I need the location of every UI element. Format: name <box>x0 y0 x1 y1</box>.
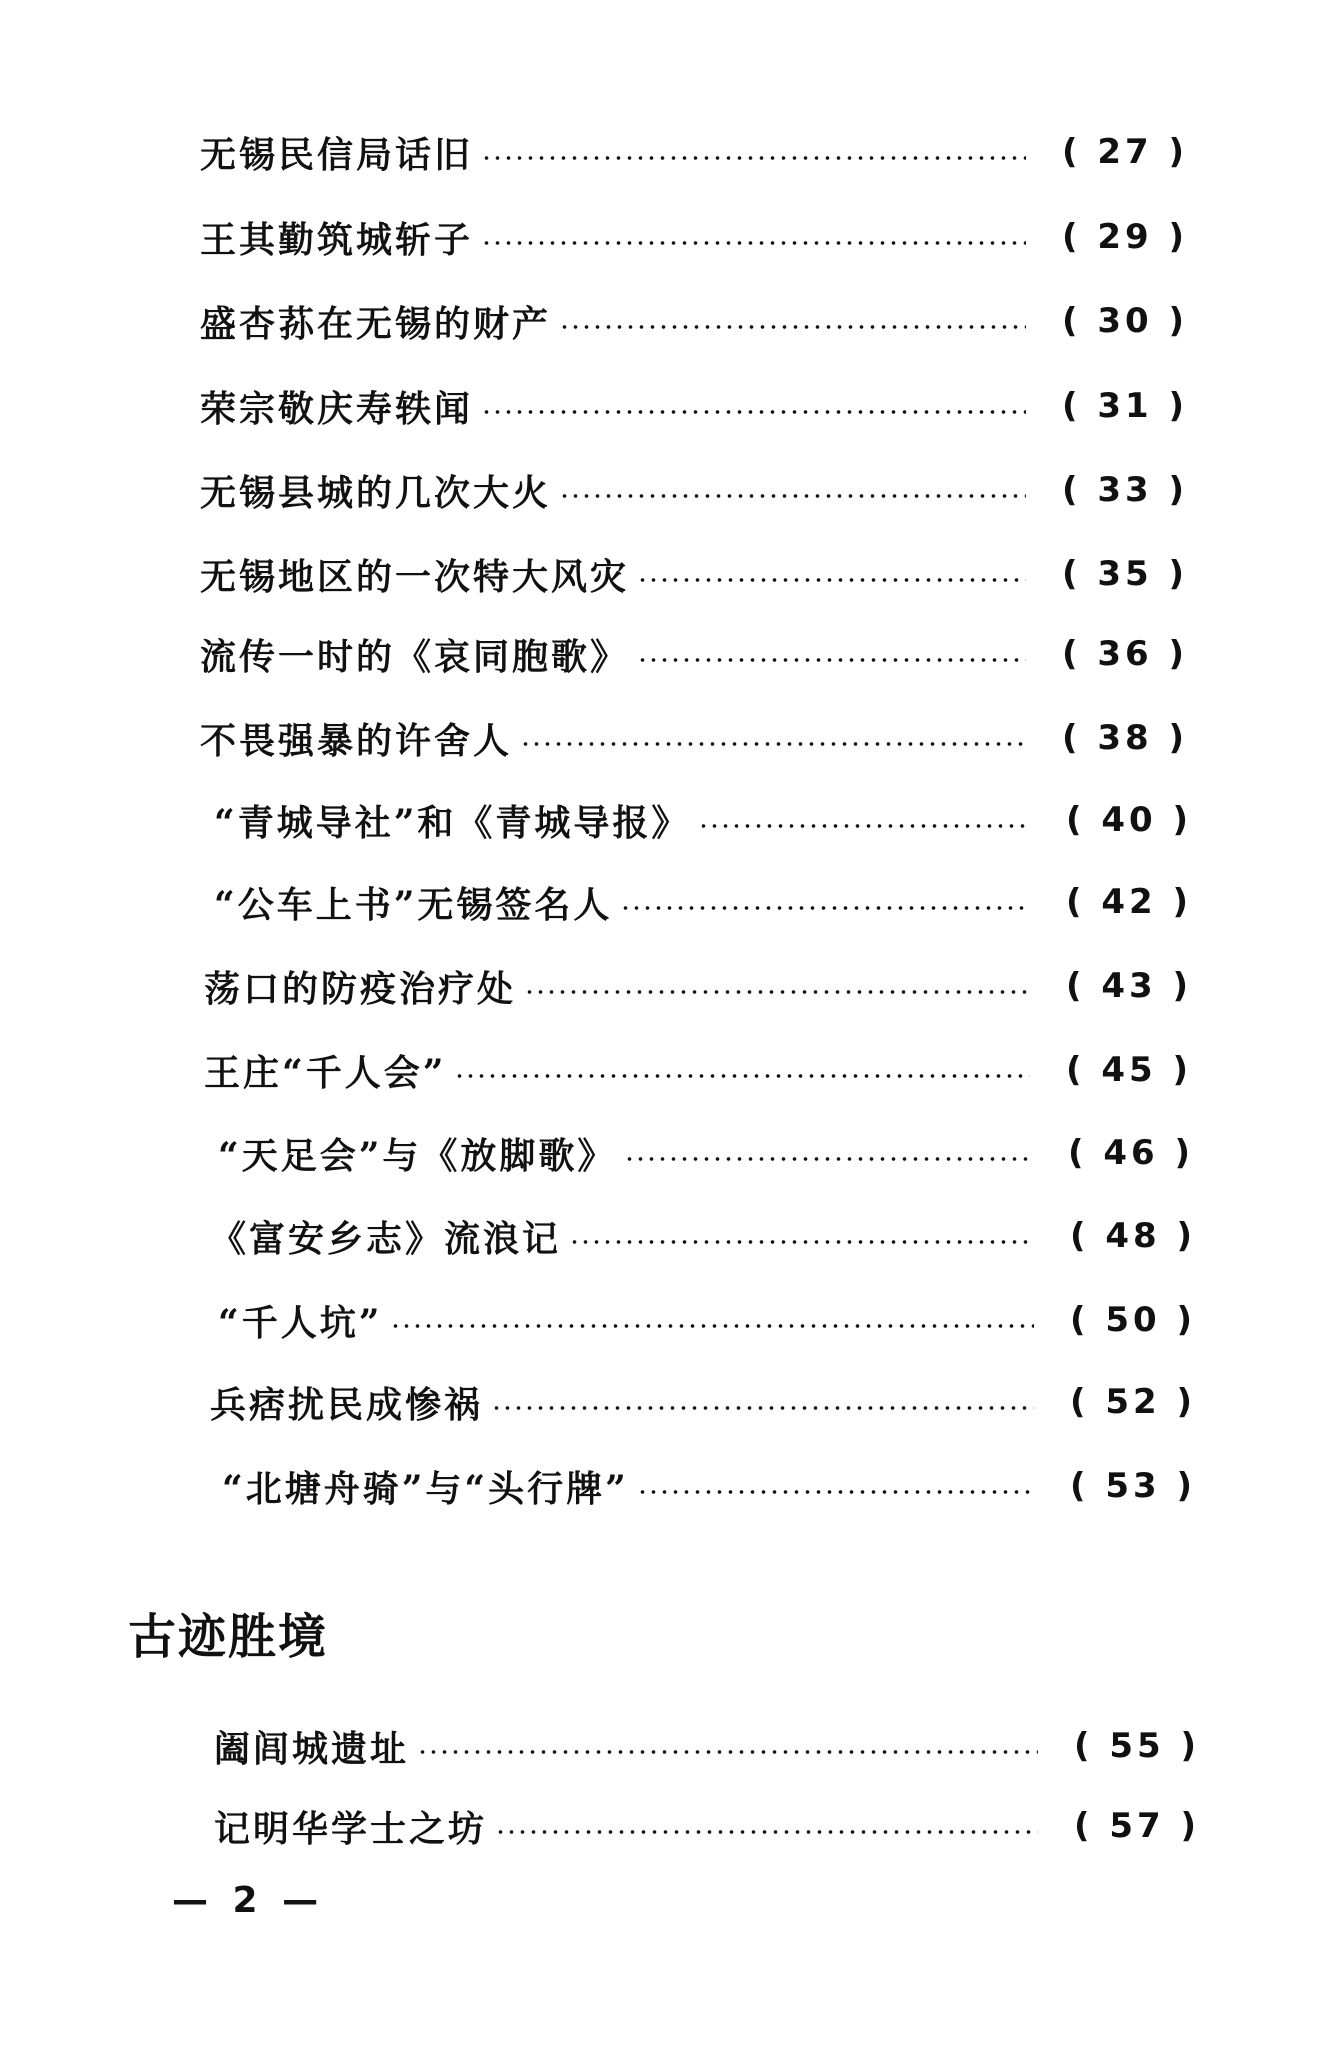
toc-entry[interactable] <box>214 1796 1212 1856</box>
toc-entry-page: ( 52 ) <box>1069 1382 1197 1422</box>
dot-leader <box>620 906 1030 910</box>
toc-entry-page: ( 50 ) <box>1069 1300 1197 1340</box>
page-number: — 2 — <box>172 1880 325 1921</box>
toc-entry-title: 不畏强暴的许舍人 <box>200 719 513 762</box>
toc-entry[interactable] <box>218 1123 1206 1183</box>
toc-entry-page: ( 29 ) <box>1061 217 1189 257</box>
toc-entry-title: 流传一时的《哀同胞歌》 <box>200 635 630 678</box>
toc-entry-title: 王庄“千人会” <box>204 1051 447 1094</box>
toc-entry-title: 记明华学士之坊 <box>214 1807 488 1850</box>
toc-entry[interactable] <box>200 708 1200 768</box>
toc-entry-page: ( 45 ) <box>1065 1050 1193 1090</box>
dot-leader <box>624 1157 1032 1161</box>
dot-leader <box>559 325 1026 329</box>
dot-leader <box>491 1406 1034 1410</box>
toc-entry-title: 王其勤筑城斩子 <box>200 218 474 261</box>
toc-entry-page: ( 42 ) <box>1065 882 1193 922</box>
toc-entry-page: ( 36 ) <box>1061 634 1189 674</box>
toc-entry-page: ( 43 ) <box>1065 966 1193 1006</box>
toc-entry-page: ( 55 ) <box>1073 1726 1201 1766</box>
toc-entry[interactable] <box>204 1040 1204 1100</box>
toc-entry[interactable] <box>214 790 1204 850</box>
dot-leader <box>481 241 1026 245</box>
toc-entry-page: ( 53 ) <box>1069 1466 1197 1506</box>
toc-entry-title: 无锡地区的一次特大风灾 <box>200 555 630 598</box>
toc-entry-title: 阖闾城遗址 <box>214 1727 410 1770</box>
toc-entry-title: 兵痞扰民成惨祸 <box>210 1383 484 1426</box>
toc-entry-title: “公车上书”无锡签名人 <box>214 883 613 926</box>
toc-entry-title: 荡口的防疫治疗处 <box>204 967 517 1010</box>
dot-leader <box>481 156 1026 160</box>
toc-entry-title: 盛杏荪在无锡的财产 <box>200 302 552 345</box>
dot-leader <box>637 658 1026 662</box>
toc-entry-page: ( 31 ) <box>1061 386 1189 426</box>
dot-leader <box>637 578 1026 582</box>
toc-entry[interactable] <box>210 1206 1208 1266</box>
dot-leader <box>454 1074 1030 1078</box>
dot-leader <box>569 1240 1034 1244</box>
toc-entry-page: ( 40 ) <box>1065 800 1193 840</box>
toc-entry-title: “北塘舟骑”与“头行牌” <box>222 1467 629 1510</box>
dot-leader <box>698 824 1030 828</box>
toc-entry[interactable] <box>200 624 1200 684</box>
toc-entry-page: ( 48 ) <box>1069 1216 1197 1256</box>
dot-leader <box>495 1830 1038 1834</box>
toc-entry[interactable] <box>200 376 1200 436</box>
toc-entry-page: ( 38 ) <box>1061 718 1189 758</box>
dot-leader <box>637 1490 1034 1494</box>
section-heading: 古迹胜境 <box>128 1609 329 1665</box>
toc-entry-title: 无锡县城的几次大火 <box>200 471 552 514</box>
toc-entry-page: ( 35 ) <box>1061 554 1189 594</box>
toc-entry-title: 荣宗敬庆寿轶闻 <box>200 387 474 430</box>
toc-entry[interactable] <box>200 544 1200 604</box>
toc-entry[interactable] <box>218 1290 1208 1350</box>
toc-entry-title: “天足会”与《放脚歌》 <box>218 1134 617 1177</box>
toc-entry[interactable] <box>214 1716 1212 1776</box>
dot-leader <box>559 494 1026 498</box>
toc-entry[interactable] <box>200 460 1200 520</box>
toc-entry-page: ( 30 ) <box>1061 301 1189 341</box>
dot-leader <box>524 990 1030 994</box>
toc-entry-title: “千人坑” <box>218 1301 383 1344</box>
toc-entry-title: 无锡民信局话旧 <box>200 133 474 176</box>
toc-entry[interactable] <box>204 956 1204 1016</box>
toc-entry-page: ( 46 ) <box>1067 1133 1195 1173</box>
toc-entry[interactable] <box>200 122 1200 182</box>
toc-entry[interactable] <box>200 207 1200 267</box>
toc-entry[interactable] <box>222 1456 1208 1516</box>
dot-leader <box>390 1324 1034 1328</box>
toc-entry-page: ( 57 ) <box>1073 1806 1201 1846</box>
toc-entry[interactable] <box>214 872 1204 932</box>
toc-entry-title: 《富安乡志》流浪记 <box>210 1217 562 1260</box>
toc-entry-page: ( 33 ) <box>1061 470 1189 510</box>
dot-leader <box>481 410 1026 414</box>
toc-entry-page: ( 27 ) <box>1061 132 1189 172</box>
dot-leader <box>520 742 1026 746</box>
toc-entry[interactable] <box>210 1372 1208 1432</box>
dot-leader <box>417 1750 1038 1754</box>
toc-entry[interactable] <box>200 291 1200 351</box>
toc-entry-title: “青城导社”和《青城导报》 <box>214 801 691 844</box>
